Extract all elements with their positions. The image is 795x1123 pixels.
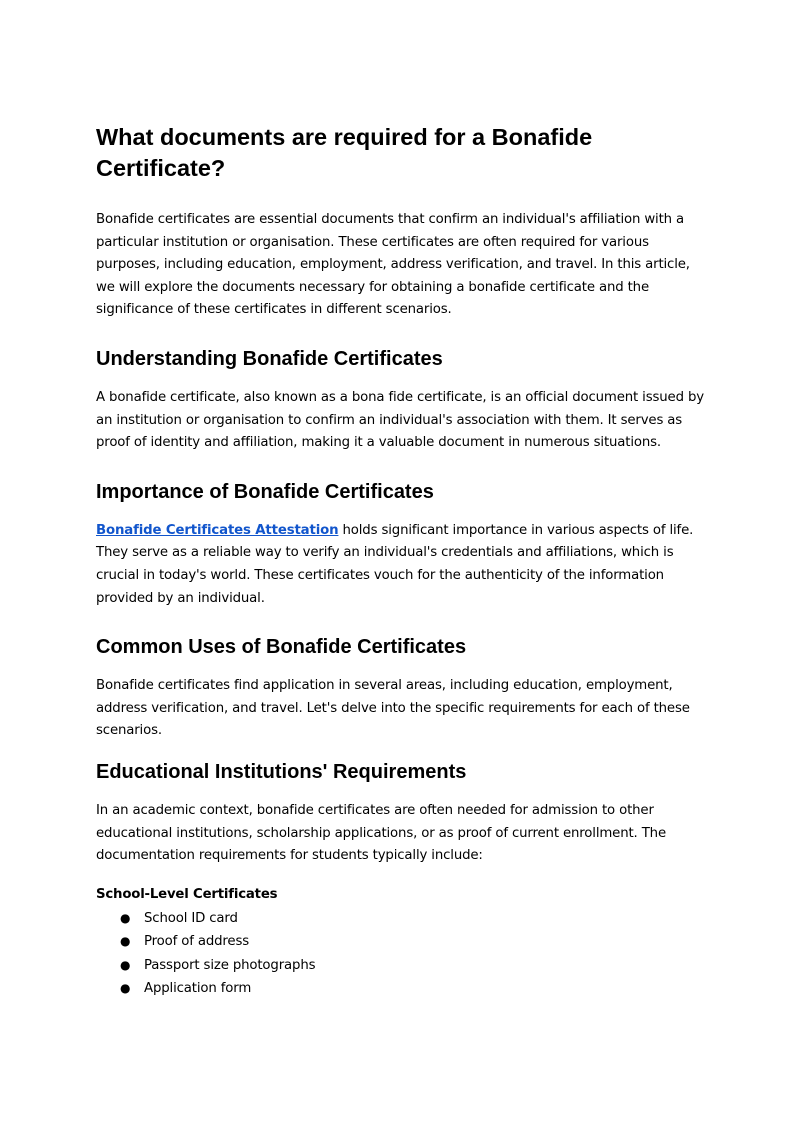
list-item-text: Passport size photographs — [144, 957, 316, 973]
intro-paragraph: Bonafide certificates are essential documents that confirm an individual's affiliation with a particular institution or organisation. These certificates are often required for various purposes, including education, employment, address verification, and travel. In this article, we will explore the documents necessary for obtaining a bonafide certificate and the significance of these certificates in different scenarios. — [96, 212, 690, 318]
bullet-icon: ● — [120, 981, 131, 996]
heading-common-uses: Common Uses of Bonafide Certificates — [96, 636, 467, 659]
attestation-link[interactable]: Bonafide Certificates Attestation — [96, 522, 339, 538]
list-item — [120, 907, 708, 931]
bullet-icon: ● — [120, 934, 131, 949]
paragraph-importance-text: holds significant importance in various aspects of life. They serve as a reliable way to verify an individual's credentials and affiliations, which is crucial in today's world. These certificates vouch for the authenticity of the information provided by an individual. — [96, 522, 694, 606]
school-documents-list — [96, 907, 708, 1001]
list-item — [120, 977, 708, 1001]
paragraph-common-uses: Bonafide certificates find application in several areas, including education, employment, address verification, and travel. Let's delve into the specific requirements for each of these scenarios. — [96, 678, 690, 739]
document-body — [96, 122, 708, 1001]
list-item-text: Application form — [144, 981, 252, 997]
heading-understanding: Understanding Bonafide Certificates — [96, 347, 443, 370]
heading-importance: Importance of Bonafide Certificates — [96, 480, 434, 503]
heading-educational: Educational Institutions' Requirements — [96, 760, 467, 783]
subheading-school-level: School-Level Certificates — [96, 886, 278, 902]
paragraph-importance — [96, 520, 708, 610]
list-item-text: Proof of address — [144, 934, 250, 950]
list-item — [120, 930, 708, 954]
bullet-icon: ● — [120, 957, 131, 972]
list-item — [120, 954, 708, 978]
page-title: What documents are required for a Bonafide Certificate? — [96, 124, 593, 181]
paragraph-educational: In an academic context, bonafide certificates are often needed for admission to other educational institutions, scholarship applications, or as proof of current enrollment. The documentation requirements for students typically include: — [96, 802, 666, 864]
bullet-icon: ● — [120, 910, 131, 925]
list-item-text: School ID card — [144, 910, 238, 926]
paragraph-understanding: A bonafide certificate, also known as a bona fide certificate, is an official document issued by an institution or organisation to confirm an individual's association with them. It serves as proof of identity and affiliation, making it a valuable document in numerous situations. — [96, 389, 704, 451]
